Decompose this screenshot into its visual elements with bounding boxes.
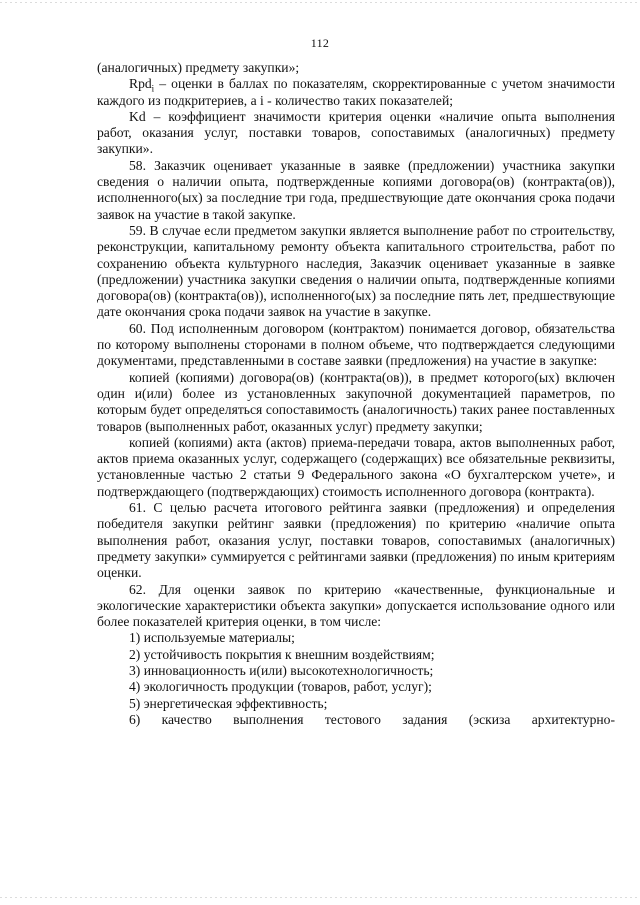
paragraph-rpd-definition [97, 76, 615, 109]
paragraph-61: 61. С целью расчета итогового рейтинга заявки (предложения) и определения победителя закупки рейтинг заявки (предложения) по критерию «наличие опыта выполнения работ, оказания услуг, поставки товаров, сопоставимых (аналогичных) предмету закупки» суммируется с рейтингами заявки (предложения) по иным критериям оценки. [97, 500, 615, 581]
list-item: 3) инновационность и(или) высокотехнологичность; [129, 662, 434, 678]
paragraph-acts-copies: копией (копиями) акта (актов) приема-передачи товара, актов выполненных работ, актов приема оказанных услуг, содержащего (содержащих) все обязательные реквизиты, установленные частью 2 статьи 9 Федерального закона «О бухгалтерском учете», и подтверждающего (подтверждающих) стоимость исполненного договора (контракта). [97, 434, 615, 499]
paragraph-59: 59. В случае если предметом закупки является выполнение работ по строительству, реконструкции, капитальному ремонту объекта капитального строительства, работ по сохранению объекта культурного наследия, Заказчик оценивает указанные в заявке (предложении) участника закупки сведения о наличии опыта, подтвержденные копиями договора(ов) (контракта(ов)), исполненного(ых) за последние пять лет, предшествующие дате окончания срока подачи заявок на участие в закупке. [97, 222, 615, 320]
list-item: 1) используемые материалы; [129, 630, 295, 646]
list-item: 5) энергетическая эффективность; [129, 695, 328, 711]
paragraph-58: 58. Заказчик оценивает указанные в заявке (предложении) участника закупки сведения о наличии опыта, подтвержденные копиями договора(ов) (контракта(ов)), исполненного(ых) за последние три года, предшествующие дате окончания срока подачи заявок на участие в такой закупке. [97, 157, 615, 222]
page-number: 112 [310, 36, 330, 50]
rpd-subscript: i [151, 84, 155, 95]
rpd-symbol: Rpd [129, 76, 152, 92]
document-body [97, 60, 615, 728]
list-item: 4) экологичность продукции (товаров, работ, услуг); [129, 679, 432, 695]
list-item: 2) устойчивость покрытия к внешним воздействиям; [129, 646, 435, 662]
list-item-last: 6) качество выполнения тестового задания (эскиза архитектурно- [129, 711, 615, 727]
paragraph-60: 60. Под исполненным договором (контрактом) понимается договор, обязательства по которому выполнены сторонами в полном объеме, что подтверждается следующими документами, представленными в составе заявки (предложения) на участие в закупке: [97, 320, 615, 369]
paragraph-contract-copies: копией (копиями) договора(ов) (контракта(ов)), в предмет которого(ых) включен один и(или) более из установленных закупочной документацией параметров, по которым будет определяться сопоставимость (аналогичность) таких ранее поставленных товаров (выполненных работ, оказанных услуг) предмету закупки; [97, 369, 615, 434]
paragraph-continuation: (аналогичных) предмету закупки»; [97, 60, 300, 75]
paragraph-kd-definition: Kd – коэффициент значимости критерия оценки «наличие опыта выполнения работ, оказания услуг, поставки товаров, сопоставимых (аналогичных) предмету закупки». [97, 108, 615, 157]
scan-edge-top [0, 2, 640, 3]
paragraph-62: 62. Для оценки заявок по критерию «качественные, функциональные и экологические характеристики объекта закупки» допускается использование одного или более показателей критерия оценки, в том числе: [97, 581, 615, 630]
scan-edge-bottom [0, 897, 640, 898]
rpd-definition-text: – оценки в баллах по показателям, скорректированные с учетом значимости каждого из подкритериев, а i - количество таких показателей; [97, 76, 615, 108]
